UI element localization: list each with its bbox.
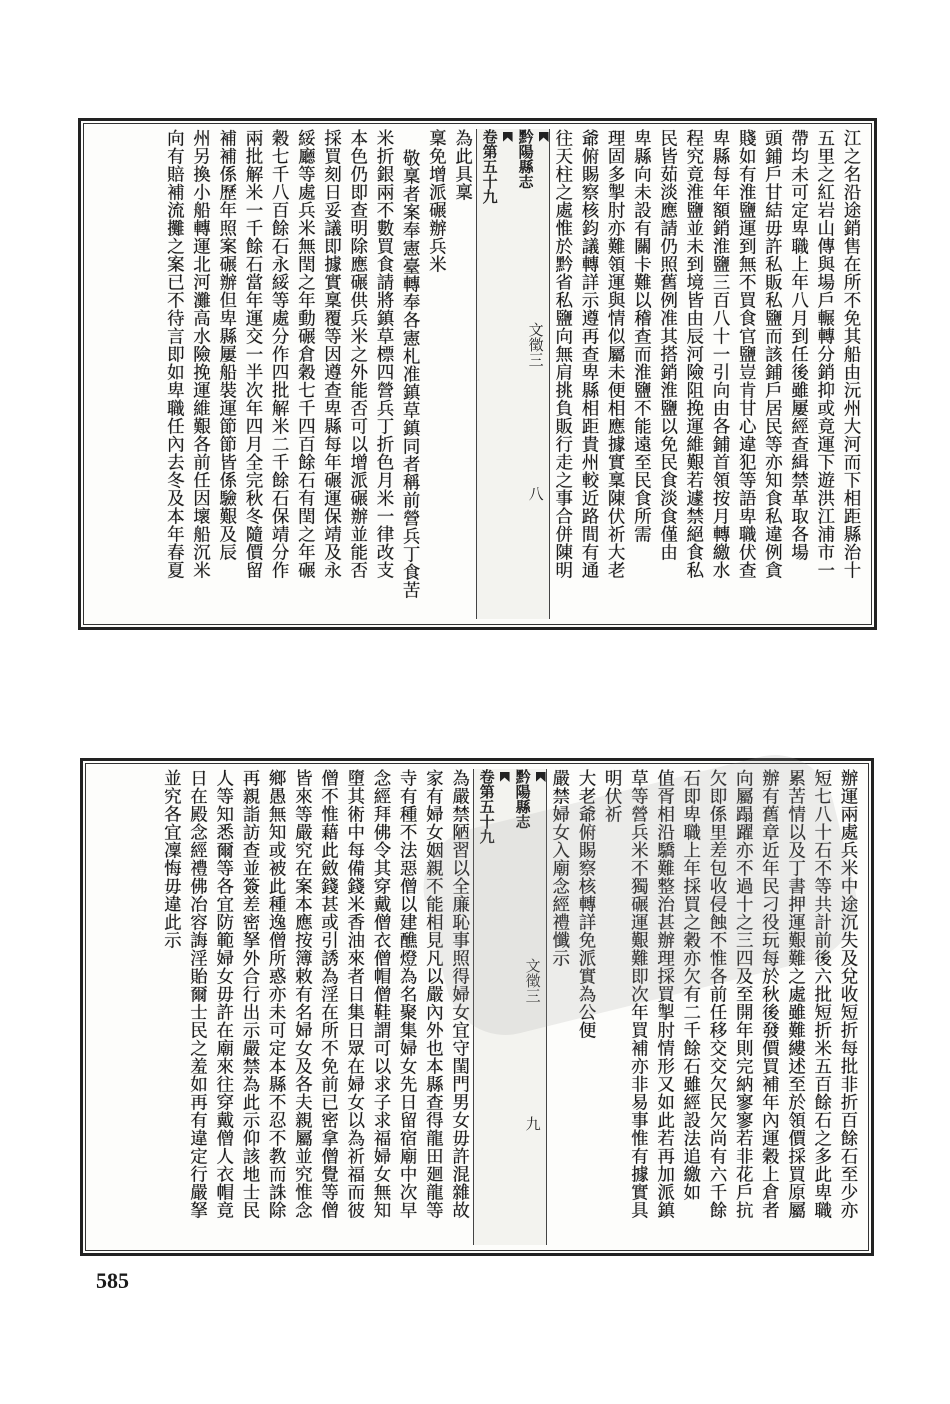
text-column: 賤如有淮鹽運到無不買食官鹽豈肯甘心違犯等語卑職伏查 [736,129,757,579]
section-label: 文徵三 [526,322,545,368]
text-block-top [91,129,864,619]
text-column: 民皆茹淡應請仍照舊例准其搭銷淮鹽以免民食淡食僅由 [657,129,678,561]
text-column: 頭鋪戶甘結毋許私販私鹽而該鋪戶居民等亦知食私違例貪 [762,129,783,579]
text-column: 皆來等嚴究在案本應按簿敕有名婦女及各夫親屬並究惟念 [292,769,313,1219]
volume-label: 卷第五十九 [477,769,496,844]
text-column: 穀七千八百餘石永綏等處分作四批解米二千餘石保靖分作 [269,129,290,579]
text-column: 為此具稟 [452,129,473,201]
text-column: 補補係歷年照案碾辦但卑縣屢船裝運節節皆係驗艱及辰 [216,129,237,561]
fish-tail-mark [536,772,546,782]
volume-label: 卷第五十九 [480,129,499,204]
text-column: 帶均未可定卑職上年八月到任後雖屢經查緝禁革取各場 [788,129,809,561]
text-column: 草等營兵米不獨碾運艱難即次年買補亦非易事惟有據實具 [628,769,649,1219]
text-column: 往天柱之處惟於黔省私鹽向無肩挑負販行走之事合併陳明 [552,129,573,579]
text-column: 江之名沿途銷售在所不免其船由沅州大河而下相距縣治十 [841,129,861,579]
text-column: 兩批解米一千餘石當年運交一半次年四月全完秋冬隨價留 [242,129,263,579]
text-column: 向屬蹋躍亦不過十之三四及至開年則完納寥寥若非花戶抗 [733,769,754,1219]
text-column: 稟免增派碾辦兵米 [426,129,447,273]
text-column: 累苦情以及丁書押運艱難之處雖難縷述至於領價採買原屬 [785,769,806,1219]
text-column: 辦有舊章近年民刁役玩每於秋後發價買補年內運穀上倉者 [759,769,780,1219]
text-column: 寺有種不法惡僧以建醮燈為名聚集婦女先日留宿廟中次早 [397,769,418,1219]
text-column: 大老爺俯賜察核轉詳免派實為公便 [575,769,596,1039]
text-column: 墮其術中每備錢米香油來者日集日眾在婦女以為祈福而彼 [344,769,365,1219]
text-column: 明伏祈 [602,769,623,823]
book-title: 黔陽縣志 [513,769,532,829]
text-column: 程究竟淮鹽並未到境皆由辰河險阻挽運維艱若遽禁絕食私 [683,129,704,579]
text-column: 家有婦女姻親不能相見凡以嚴內外也本縣查得龍田廻龍等 [423,769,444,1219]
text-column: 卑縣每年額銷淮鹽三百八十一引向由各鋪首領按月轉繳水 [709,129,730,579]
text-column: 日在殿念經禮佛冶容誨淫貽爾士民之羞如再有違定行嚴拏 [187,769,208,1219]
text-column: 五里之紅岩山傳與場戶輾轉分銷抑或竟運下遊洪江浦市一 [814,129,835,579]
text-column: 本色仍即查明除應碾供兵米之外能否可以增派碾辦並能否 [347,129,368,579]
fish-tail-mark [539,132,549,142]
folio-number: 九 [523,1116,542,1132]
text-column: 僧不惟藉此斂錢甚或引誘為淫在所不免前已密拿僧覺等僧 [318,769,339,1219]
text-column: 米折銀兩不數買食請將鎮草標四營兵丁折色月米一律改支 [373,129,394,579]
center-column [476,129,550,619]
text-column: 值胥相沿驕難整治甚辦理採買掣肘情形又如此若再加派鎮 [654,769,675,1219]
text-column: 短七八十石不等共計前後六批短折米五百餘石之多此卑職 [811,769,832,1219]
text-column: 鄉愚無知或被此種逸僧所惑亦未可定本縣不忍不教而誅除 [266,769,287,1219]
fish-tail-mark [503,132,513,142]
text-column: 再親詣訪查並簽差密拏外合行出示嚴禁為此示仰該地士民 [239,769,260,1219]
text-column: 為嚴禁陋習以全廉恥事照得婦女宜守閨門男女毋許混雜故 [449,769,470,1219]
folio-number: 八 [526,485,545,501]
text-column: 理固多掣肘亦難領運與情似屬未便相應據實稟陳伏祈大老 [605,129,626,579]
text-column: 卑縣向未設有關卡難以稽查而淮鹽不能遠至民食所需 [631,129,652,543]
text-column: 念經拜佛令其穿戴僧衣僧帽僧鞋謂可以求子求福婦女無知 [370,769,391,1219]
text-column: 綏廳等處兵米無閏之年動碾倉穀七千四百餘石有閏之年碾 [295,129,316,579]
text-column: 採買刻日妥議即據實稟覆等因遵查卑縣每年碾運保靖及永 [321,129,342,579]
section-heading: 嚴禁婦女入廟念經禮懺示 [549,769,570,967]
text-column: 敬稟者案奉憲臺轉奉各憲札准鎮草鎮同者稱前營兵丁食苦 [400,149,421,599]
text-column: 向有賠補流攤之案已不待言即如卑職任內去冬及本年春夏 [164,129,185,579]
book-title: 黔陽縣志 [516,129,535,189]
text-column: 人等知悉爾等各宜防範婦女毋許在廟來往穿戴僧人衣帽竟 [213,769,234,1219]
text-column: 州另換小船轉運北河灘高水險挽運維艱各前任因壞船沉米 [190,129,211,579]
page-top [78,118,877,630]
text-column: 並究各宜凜悔毋違此示 [161,769,182,949]
text-column: 欠即係里差包收侵蝕不惟各前任移交交欠民欠尚有六千餘 [706,769,727,1219]
text-column: 辦運兩處兵米中途沉失及兌收短折每批非折百餘石至少亦 [838,769,858,1219]
text-column: 石即卑職上年採買之穀亦欠有二千餘石雖經設法追繳如 [680,769,701,1201]
section-label: 文徵三 [523,957,542,1003]
fish-tail-mark [500,772,510,782]
page-number: 585 [96,1268,129,1293]
text-column: 爺俯賜察核鈞議轉詳示遵再查卑縣相距貴州較近路間有通 [578,129,599,579]
